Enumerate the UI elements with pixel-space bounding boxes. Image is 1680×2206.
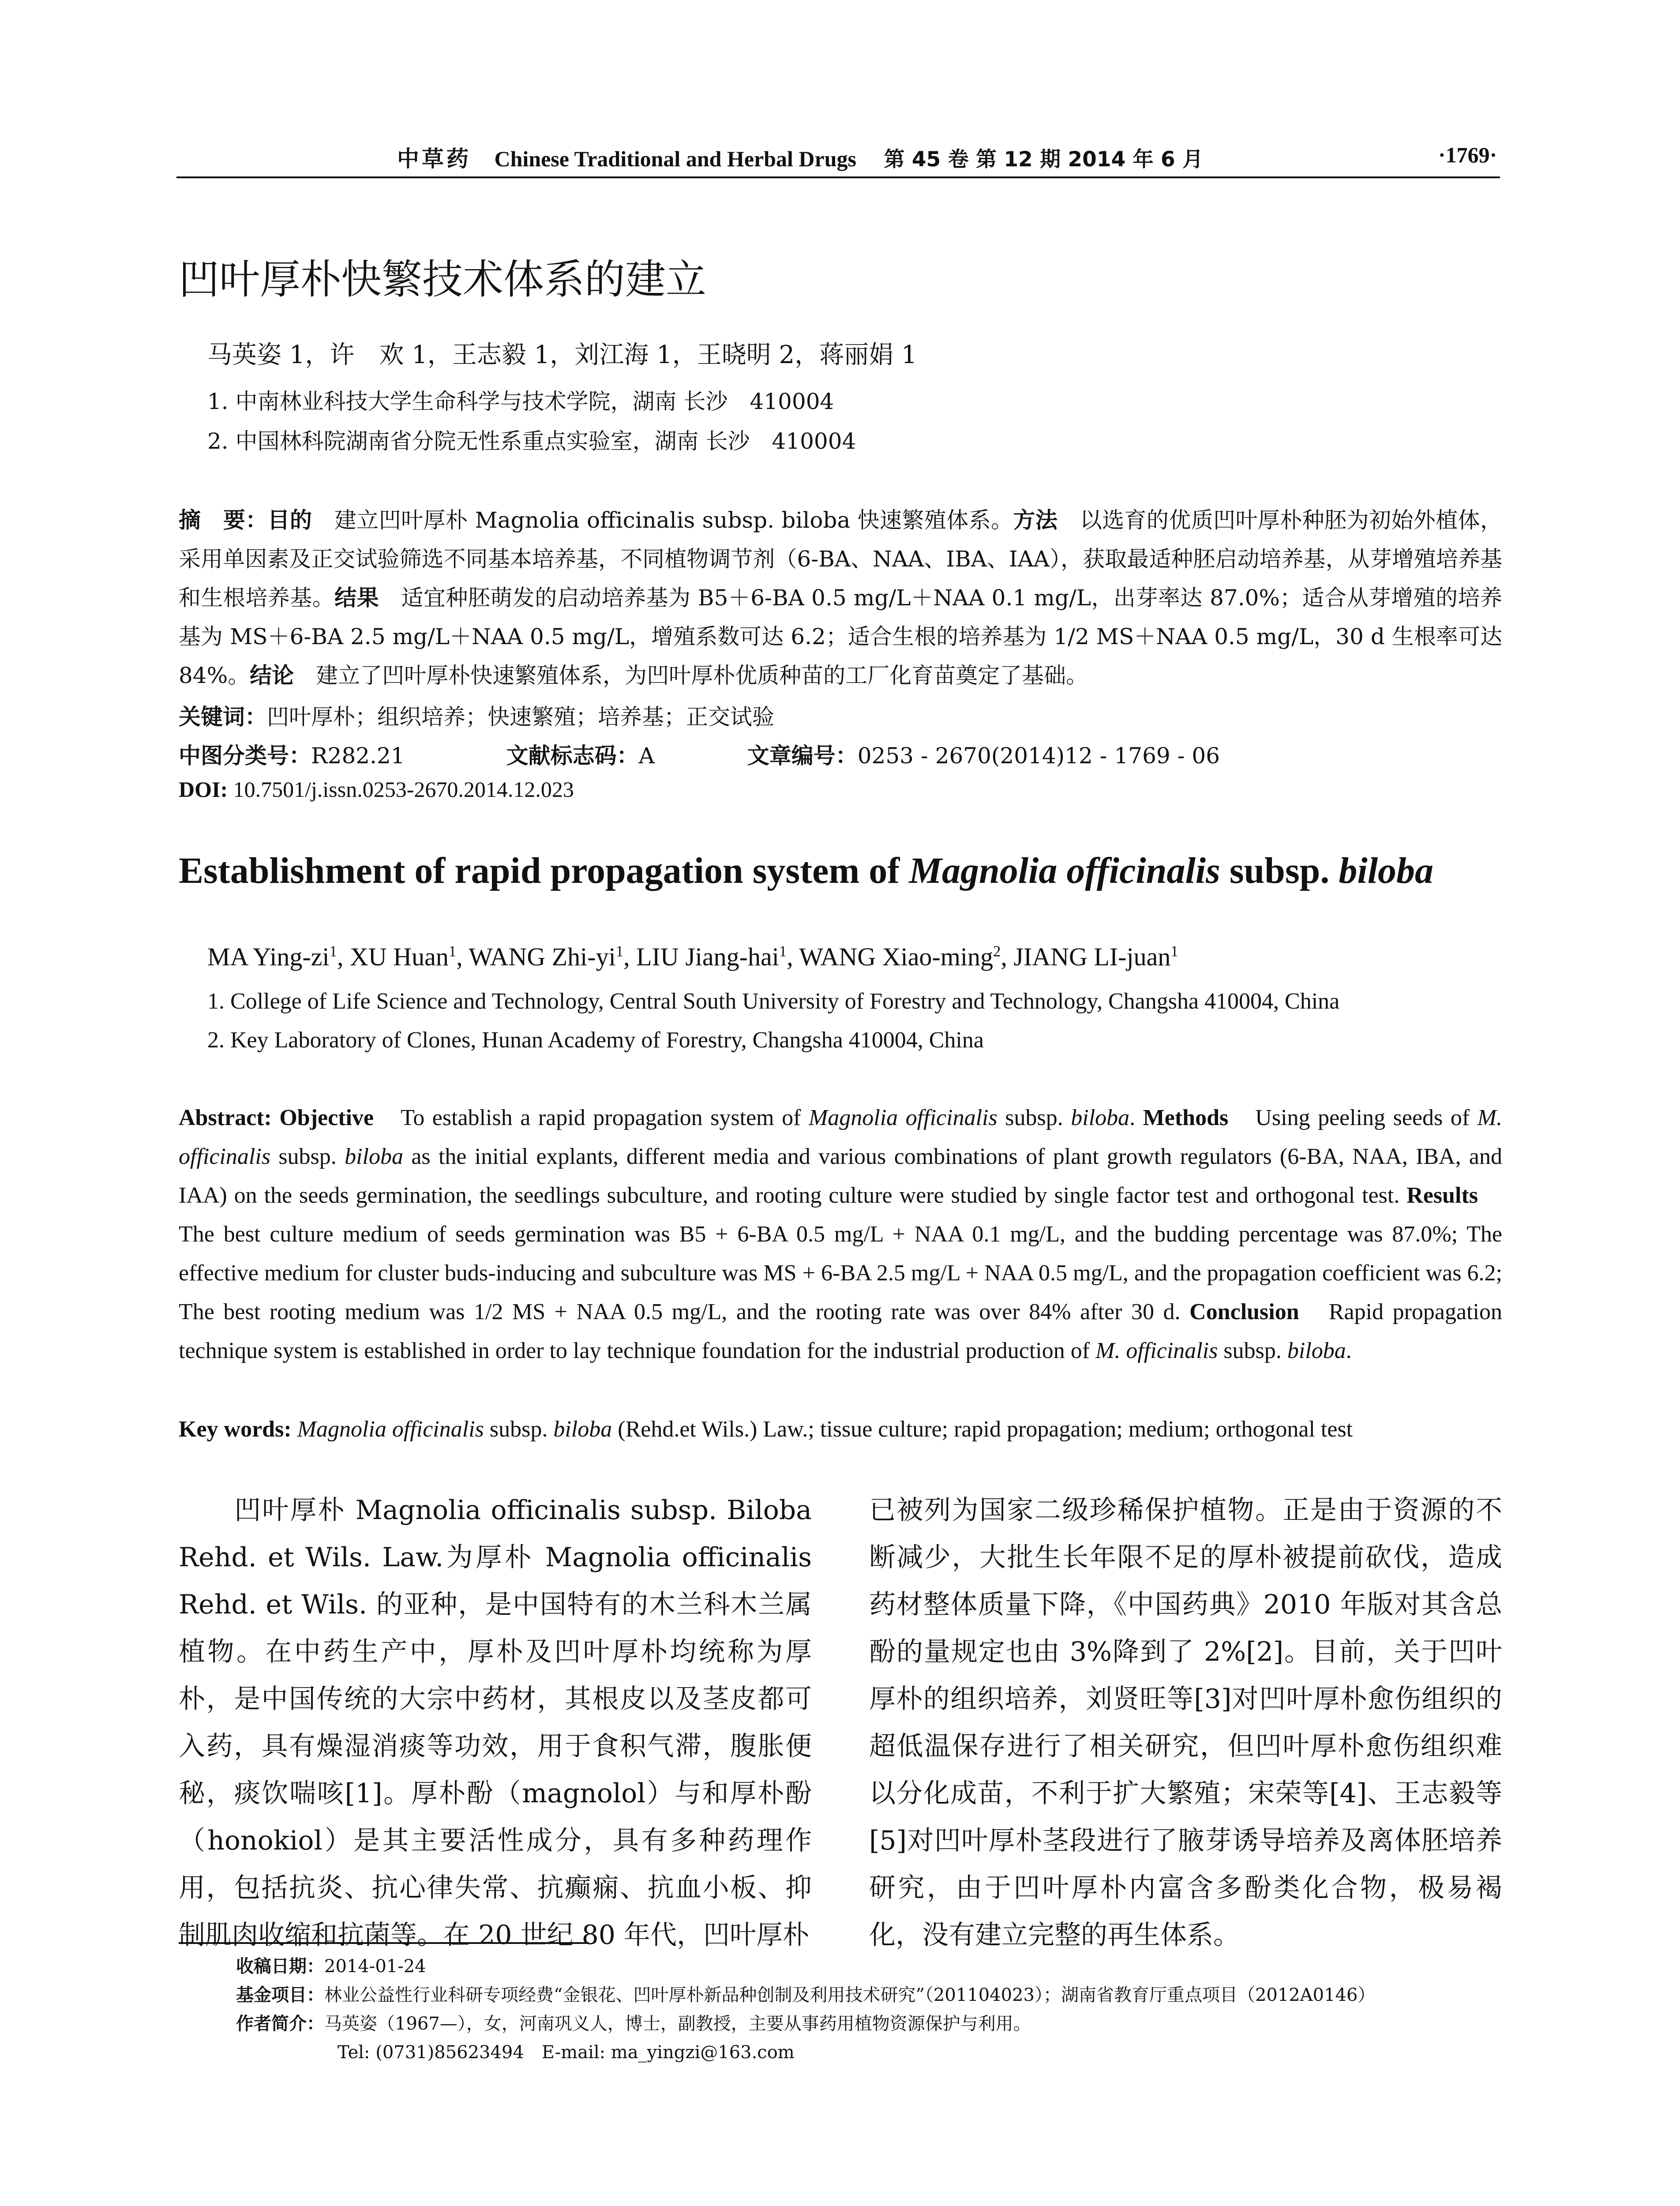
- footnote-received: [236, 1952, 426, 1977]
- classification-line: [179, 738, 1220, 770]
- abstract-en-text: subsp.: [997, 1105, 1071, 1130]
- page-number: ·1769·: [1438, 143, 1497, 167]
- doi-line: [179, 777, 574, 802]
- header-rule: [176, 176, 1500, 178]
- abstract-en-text: Rapid propagation technique system is established in order to lay technique foundation for the industrial production of: [179, 1299, 1502, 1363]
- keywords-cn-text: 凹叶厚朴；组织培养；快速繁殖；培养基；正交试验: [267, 704, 774, 730]
- keywords-en-italic: biloba: [553, 1417, 612, 1442]
- abstract-en-methods-label: Methods: [1143, 1105, 1229, 1130]
- abstract-en-text: .: [1129, 1105, 1143, 1130]
- abstract-en-text: Using peeling seeds of: [1228, 1105, 1478, 1130]
- footnote-author: [236, 2010, 1031, 2035]
- received-label: 收稿日期：: [236, 1956, 324, 1977]
- abstract-en-text: The best culture medium of seeds germination was B5 + 6-BA 0.5 mg/L + NAA 0.1 mg/L, and the budding percentage was 87.0%; The effective medium for cluster buds-inducing and subculture was MS + 6-BA 2.5 mg/L + NAA 0.5 mg/L, and the propagation coefficient was 6.2; The best rooting medium was 1/2 MS + NAA 0.5 mg/L, and the rooting rate was over 84% after 30 d.: [179, 1183, 1502, 1324]
- doi-label: DOI:: [179, 777, 228, 802]
- doc-value: A: [638, 743, 655, 769]
- author-label: 作者简介：: [236, 2014, 324, 2034]
- keywords-en-italic: Magnolia officinalis: [291, 1417, 484, 1442]
- journal-logo: 中草药: [397, 146, 471, 172]
- authors-en: MA Ying-$zi^1$, XU Huan$^1$, WANG Zhi-$yi^1$, LIU Jiang-hai$^1$, WANG Xiao-ming$^2$, JIANG LI-juan$^1$: [207, 942, 1178, 971]
- title-en-part: subsp.: [1220, 850, 1339, 891]
- clc-label: 中图分类号：: [179, 743, 311, 769]
- abstract-en-text: To establish a rapid propagation system of: [374, 1105, 809, 1130]
- abstract-cn-methods-label: 方法: [1013, 507, 1058, 533]
- keywords-en-label: Key words:: [179, 1417, 292, 1442]
- keywords-cn: [179, 699, 774, 731]
- abstract-en-italic: Magnolia officinalis: [808, 1105, 998, 1130]
- title-en-species: Magnolia officinalis: [909, 850, 1220, 891]
- abstract-cn-conclusion-label: 结论: [250, 663, 294, 688]
- journal-name: Chinese Traditional and Herbal Drugs: [494, 146, 856, 171]
- article-value: 0253 - 2670(2014)12 - 1769 - 06: [857, 743, 1220, 769]
- journal-issue: 第 45 卷 第 12 期 2014 年 6 月: [884, 147, 1204, 172]
- title-cn: 凹叶厚朴快繁技术体系的建立: [179, 256, 707, 303]
- affiliation-en-1: 1. College of Life Science and Technology, Central South University of Forestry and Technology, Changsha 410004, China: [207, 989, 1340, 1014]
- keywords-en: [179, 1416, 1353, 1442]
- abstract-en-text: subsp.: [1218, 1338, 1287, 1363]
- keywords-en-text: (Rehd.et Wils.) Law.; tissue culture; rapid propagation; medium; orthogonal test: [612, 1417, 1353, 1442]
- abstract-cn-results-label: 结果: [334, 585, 379, 611]
- abstract-en-text: .: [1346, 1338, 1352, 1363]
- abstract-en-text: subsp.: [270, 1144, 345, 1169]
- clc-value: R282.21: [311, 743, 405, 769]
- abstract-en-label: Abstract: Objective: [179, 1105, 374, 1130]
- title-en-part: Establishment of rapid propagation system of: [179, 850, 909, 891]
- affiliation-cn-1: 1. 中南林业科技大学生命科学与技术学院，湖南 长沙 410004: [207, 389, 834, 414]
- article-label: 文章编号：: [747, 743, 858, 769]
- abstract-en-results-label: Results: [1406, 1183, 1478, 1208]
- footnote-rule: [179, 1942, 589, 1944]
- journal-header: [397, 141, 1203, 173]
- affiliation-cn-2: 2. 中国林科院湖南省分院无性系重点实验室，湖南 长沙 410004: [207, 428, 856, 454]
- received-date: 2014-01-24: [324, 1956, 426, 1977]
- abstract-en-italic: biloba: [1287, 1338, 1346, 1363]
- abstract-cn-results: 适宜种胚萌发的启动培养基为 B5＋6-BA 0.5 mg/L＋NAA 0.1 mg/L，出芽率达 87.0%；适合从芽增殖的培养基为 MS＋6-BA 2.5 mg/L＋NAA 0.5 mg/L，增殖系数可达 6.2；适合生根的培养基为 1/2 MS＋NAA 0.5 mg/L，30 d 生根率可达 84%。: [179, 585, 1502, 688]
- footnote-fund: [236, 1981, 1375, 2006]
- affiliation-en-2: 2. Key Laboratory of Clones, Hunan Academy of Forestry, Changsha 410004, China: [207, 1028, 984, 1053]
- title-en: [179, 849, 1433, 892]
- abstract-en-conclusion-label: Conclusion: [1189, 1299, 1299, 1324]
- title-en-subspecies: biloba: [1339, 850, 1434, 891]
- abstract-en: [179, 1099, 1502, 1370]
- authors-cn: 马英姿 1，许 欢 1，王志毅 1，刘江海 1，王晓明 2，蒋丽娟 1: [207, 341, 917, 369]
- abstract-en-italic: biloba: [345, 1144, 404, 1169]
- abstract-cn-methods: 以选育的优质凹叶厚朴种胚为初始外植体，采用单因素及正交试验筛选不同基本培养基，不同植物调节剂（6-BA、NAA、IBA、IAA），获取最适种胚启动培养基，从芽增殖培养基和生根培养基。: [179, 507, 1503, 611]
- fund-text: 林业公益性行业科研专项经费“金银花、凹叶厚朴新品种创制及利用技术研究”（201104023）；湖南省教育厅重点项目（2012A0146）: [324, 1985, 1376, 2005]
- keywords-en-text: subsp.: [484, 1417, 554, 1442]
- doc-label: 文献标志码：: [506, 743, 639, 769]
- abstract-en-italic: M. officinalis: [1095, 1338, 1218, 1363]
- abstract-cn-label: 摘 要：目的: [179, 507, 312, 533]
- footnote-contact: Tel: (0731)85623494 E-mail: ma_yingzi@163.com: [338, 2042, 795, 2063]
- abstract-en-italic: biloba: [1071, 1105, 1130, 1130]
- doi-value: 10.7501/j.issn.0253-2670.2014.12.023: [228, 777, 574, 802]
- body-column-right: 已被列为国家二级珍稀保护植物。正是由于资源的不断减少，大批生长年限不足的厚朴被提前砍伐，造成药材整体质量下降，《中国药典》2010 年版对其含总酚的量规定也由 3%降到了 2%[2]。目前，关于凹叶厚朴的组织培养，刘贤旺等[3]对凹叶厚朴愈伤组织的超低温保存进行了相关研究，但凹叶厚朴愈伤组织难以分化成苗，不利于扩大繁殖；宋荣等[4]、王志毅等[5]对凹叶厚朴茎段进行了腋芽诱导培养及离体胚培养研究，由于凹叶厚朴内富含多酚类化合物，极易褐化，没有建立完整的再生体系。: [869, 1495, 1502, 1951]
- abstract-cn-objective: 建立凹叶厚朴 Magnolia officinalis subsp. biloba 快速繁殖体系。: [312, 507, 1013, 533]
- author-bio: 马英姿（1967—），女，河南巩义人，博士，副教授，主要从事药用植物资源保护与利用。: [324, 2014, 1031, 2034]
- abstract-en-italic: M. officinalis: [179, 1105, 1502, 1169]
- abstract-cn: [179, 501, 1502, 695]
- abstract-cn-conclusion: 建立了凹叶厚朴快速繁殖体系，为凹叶厚朴优质种苗的工厂化育苗奠定了基础。: [294, 663, 1088, 688]
- keywords-cn-label: 关键词：: [179, 704, 267, 730]
- fund-label: 基金项目：: [236, 1985, 324, 2005]
- abstract-en-text: as the initial explants, different media and various combinations of plant growth regulators (6-BA, NAA, IBA, and IAA) on the seeds germination, the seedlings subculture, and rooting culture were studied by single factor test and orthogonal test.: [179, 1144, 1502, 1208]
- body-column-left: 凹叶厚朴 Magnolia officinalis subsp. Biloba Rehd. et Wils. Law.为厚朴 Magnolia officinalis Rehd. et Wils. 的亚种，是中国特有的木兰科木兰属植物。在中药生产中，厚朴及凹叶厚朴均统称为厚朴，是中国传统的大宗中药材，其根皮以及茎皮都可入药，具有燥湿消痰等功效，用于食积气滞，腹胀便秘，痰饮喘咳[1]。厚朴酚（magnolol）与和厚朴酚（honokiol）是其主要活性成分，具有多种药理作用，包括抗炎、抗心律失常、抗癫痫、抗血小板、抑制肌肉收缩和抗菌等。在 20 世纪 80 年代，凹叶厚朴: [179, 1495, 812, 1951]
